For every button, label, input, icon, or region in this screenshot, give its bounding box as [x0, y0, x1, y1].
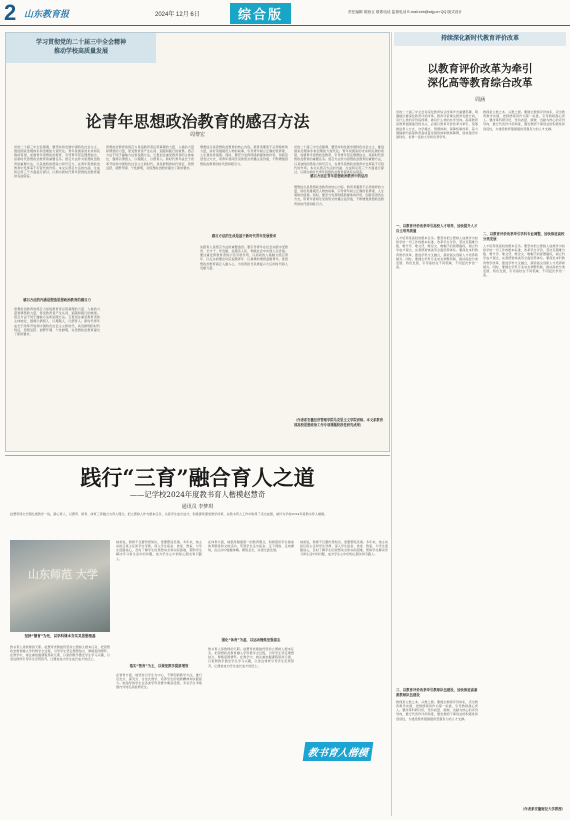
article3-subhead-1: 一、以教育评价改革牵引高校人才培养，加快提升人才自主培养质量 — [396, 224, 478, 233]
column-tag: 持续深化新时代教育评价改革 — [394, 32, 566, 46]
series-line-1: 学习贯彻党的二十届三中全会精神 — [35, 39, 126, 46]
staff-line: 责任编辑 胡西玉 联系电话 监督电话 E-mail:zxb@sdjy.cn QQ 版式设计 — [348, 10, 463, 14]
article2-col-3b: 教书育人是教师的天职。赵慧奇老师始终坚持立德树人根本任务，把思想政治教育融入学科教学全过程，引导学生坚定理想信念、厚植爱国情怀。在教学中，她注重挖掘课程思政元素，以案例教学激发学生学习兴趣，以身边榜样引导学生见贤思齐，让课堂成为学生成长成才的沃土。 — [208, 647, 294, 668]
article1-col-2: 思想政治教育的感召力是指教育者运用真理的力量、人格的力量和情感的力量，使受教育者产生认同、追随和践行的效果。感召方法不同于灌输方法和说服方法，它更加注重受教育者的主体地位，强调以情感人、以理服人、以德育人。新时代青年成长于改革开放和中国特色社会主义新时代，具有鲜明的时代特征，思想活跃、视野开阔、个性鲜明，对思想政治教育提出了新的要求。 — [106, 145, 194, 170]
article2-subtitle: ——记学校2024年度教书育人楷模赵慧奇 — [129, 490, 266, 499]
issue-date: 2024年 12月 6日 — [155, 12, 200, 18]
article2-headline: 践行“三育”融合育人之道 — [80, 465, 315, 490]
article1-col-1: 党的二十届三中全会强调，要坚持和发展中国特色社会主义，推进国家治理体系和治理能力现代化。青年是国家的未来和民族的希望，加强青年思想政治教育，引导青年坚定理想信念，是新时代思想政治教育的重要任务。感召方法作为思想政治教育的重要方法，以其独特的感染力和号召力，在青年思想政治教育中发挥着不可替代的作用。本文从感召方法的内涵、生成和运用三个方面进行探讨，以期为新时代青年思想政治教育提供有益借鉴。 — [14, 145, 100, 179]
page-number: 2 — [4, 0, 17, 25]
article-thought-politics — [5, 32, 390, 452]
section-divider — [5, 455, 390, 456]
article2-subhead-2: 落实“智育”为主，以课堂教学提质增效 — [129, 664, 189, 668]
article2-byline: 通讯员 李梦琪 — [181, 504, 214, 510]
article1-col-3b: 实践育人是感召方法的重要途径。要引导青年在社会实践中受教育、长才干、作贡献，在服务人民、奉献社会中实现人生价值。要注重发挥教育者的示范引领作用，以高尚的人格魅力感召青年、以扎实的理论功底说服青年、以真挚的情感温暖青年，使思想政治教育真正入脑入心，为培养担当民族复兴大任的时代新人贡献力量。 — [200, 245, 288, 270]
article3-col-1a: 党的二十届三中全会对深化教育综合改革作出重要部署，明确提出要深化教育评价改革。教育评价事关教育发展方向，有什么样的评价指挥棒，就有什么样的办学导向。高等教育是教育强国建设的龙头，必须以教育评价改革为牵引，统筹推进育人方式、办学模式、管理体制、保障机制改革，着力破除制约高等教育高质量发展的体制机制障碍，加快建设中国特色、世界一流的大学和优势学科。 — [396, 110, 478, 139]
article-education-evaluation — [394, 32, 566, 816]
article3-headline-line-2: 深化高等教育综合改革 — [427, 77, 533, 89]
article1-subhead-3: 感召方法在青年思想政治教育中的运用 — [310, 174, 368, 178]
article3-subhead-3: 三、以教育评价改革牵引教师队伍建设，加快推进高素质教师队伍建设 — [396, 688, 478, 697]
article2-editor-note: 赵慧奇同志长期扎根教学一线，潜心育人，以德育、智育、体育三育融合为育人理念，把立德树人作为根本任务，关爱学生成长成才，积极探索课堂教学改革，在教书育人工作中取得了突出成绩，被评为学校2024年度教书育人楷模。 — [10, 512, 328, 516]
photo-caption: 坚持“德育”为先，以学科课本夯实其思想根基 — [24, 634, 96, 638]
masthead — [0, 0, 570, 26]
column-rule — [391, 32, 392, 816]
article3-col-1b: 人才培养是高校的根本任务。要坚持把立德树人成效作为检验学校一切工作的根本标准，改革学生评价，坚决克服唯分数、唯升学、唯文凭、唯论文、唯帽子的顽瘴痼疾，树立科学成才观念，完善德智体美劳全面培养体系。要深化本科教育教学改革，推进学科交叉融合，探索拔尖创新人才培养新模式。同时，要健全学科专业动态调整机制，推动高校分类发展、特色发展，引导高校在不同领域、不同层次争创一流。 — [396, 236, 478, 270]
article3-headline — [394, 62, 566, 90]
honor-badge-text: 教书育人楷模 — [303, 742, 374, 761]
article2-col-2a: 她常说，教师不仅要传授知识，更要塑造灵魂。多年来，她主动担任班主任和学生导师，深入学生宿舍、食堂、教室，与学生促膝谈心，及时了解学生的思想动态和实际困难，帮助学生解决学习和生活中的问题，成为学生心中的知心朋友和引路人。 — [116, 540, 202, 561]
photo-sign-text: 山东师范 大学 — [28, 568, 98, 581]
article2-col-1: 教书育人是教师的天职。赵慧奇老师始终坚持立德树人根本任务，把思想政治教育融入学科教学全过程，引导学生坚定理想信念、厚植爱国情怀。在教学中，她注重挖掘课程思政元素，以案例教学激发学生学习兴趣，以身边榜样引导学生见贤思齐，让课堂成为学生成长成才的沃土。 — [10, 645, 110, 662]
article1-headline: 论青年思想政治教育的感召方法 — [85, 112, 310, 131]
article2-col-2b: 在智育方面，她坚持以学生为中心，不断创新教学方法，推行启发式、探究式、讨论式教学，培养学生的创新精神和实践能力。她指导的学生在各类学科竞赛中屡获佳绩，多名学生考取国内外知名高校研究生。 — [116, 673, 202, 690]
paper-name: 山东教育报 — [24, 10, 70, 20]
teacher-photo — [10, 540, 110, 632]
article1-col-4b: 理想信念是思想政治教育的核心内容。教育者要善于运用榜样的力量，讲好英雄模范人物的故事，引导青年树立正确的世界观、人生观和价值观。同时，要充分发挥网络新媒体的作用，创新话语表达方式，用青年喜闻乐见的形式传播主流价值，不断增强思想政治教育的时代感和吸引力。 — [294, 185, 384, 206]
article3-col-2b: 人才培养是高校的根本任务。要坚持把立德树人成效作为检验学校一切工作的根本标准，改革学生评价，坚决克服唯分数、唯升学、唯文凭、唯论文、唯帽子的顽瘴痼疾，树立科学成才观念，完善德智体美劳全面培养体系。要深化本科教育教学改革，推进学科交叉融合，探索拔尖创新人才培养新模式。同时，要健全学科专业动态调整机制，推动高校分类发展、特色发展，引导高校在不同领域、不同层次争创一流。 — [483, 244, 565, 278]
article3-subhead-2: 二、以教育评价改革牵引学科专业调整，加快推进高校分类发展 — [483, 232, 565, 241]
article1-byline: 周黎宏 — [189, 132, 205, 138]
honor-badge — [300, 722, 388, 777]
article2-col-3a: 在体育方面，她倡导健康第一的教育理念，积极组织学生参加体育锻炼和文体活动，带领学生走出宿舍、走下网络、走向操场，在运动中强健体魄、锤炼意志，实现全面发展。 — [208, 540, 294, 553]
article1-col-4a: 党的二十届三中全会强调，要坚持和发展中国特色社会主义，推进国家治理体系和治理能力现代化。青年是国家的未来和民族的希望，加强青年思想政治教育，引导青年坚定理想信念，是新时代思想政治教育的重要任务。感召方法作为思想政治教育的重要方法，以其独特的感染力和号召力，在青年思想政治教育中发挥着不可替代的作用。本文从感召方法的内涵、生成和运用三个方面进行探讨，以期为新时代青年思想政治教育提供有益借鉴。 — [294, 145, 384, 174]
article3-byline: 周涵 — [474, 97, 485, 103]
article1-footnote: （作者系安徽经济管理学院马克思主义学院讲师。本文系教育部高校思想政治工作专项课题阶段性研究成果） — [294, 418, 384, 427]
series-banner — [6, 33, 156, 63]
article3-footnote: （作者系安徽财经大学教授） — [520, 807, 565, 811]
article1-col-3a: 理想信念是思想政治教育的核心内容。教育者要善于运用榜样的力量，讲好英雄模范人物的故事，引导青年树立正确的世界观、人生观和价值观。同时，要充分发挥网络新媒体的作用，创新话语表达方式，用青年喜闻乐见的形式传播主流价值，不断增强思想政治教育的时代感和吸引力。 — [200, 145, 288, 166]
article2-subhead-3: 强化“体育”为基，以运动锤炼坚强意志 — [221, 638, 281, 642]
article3-headline-line-1: 以教育评价改革为牵引 — [427, 63, 533, 75]
article1-subhead-1: 感召方法的内涵是塑造思想政治教育的感召力 — [23, 298, 91, 302]
article1-col-1b: 思想政治教育的感召力是指教育者运用真理的力量、人格的力量和情感的力量，使受教育者产生认同、追随和践行的效果。感召方法不同于灌输方法和说服方法，它更加注重受教育者的主体地位，强调以情感人、以理服人、以德育人。新时代青年成长于改革开放和中国特色社会主义新时代，具有鲜明的时代特征，思想活跃、视野开阔、个性鲜明，对思想政治教育提出了新的要求。 — [14, 307, 100, 336]
section-name: 综合版 — [230, 3, 291, 24]
series-line-2: 推动学校高质量发展 — [53, 48, 108, 55]
article1-subhead-2: 感召方法的生成是基于新时代青年发展要求 — [211, 234, 277, 238]
article3-col-2a: 教师是立教之本、兴教之源。要健全教师评价体系，突出教育教学实绩，把师德师风作为第一标准，引导教师潜心育人。要改革科研评价，坚持质量、绩效、贡献为核心的评价导向，推行代表作评价制度，激发教师干事创业的积极性和创造性，为建设教育强国提供坚强有力的人才支撑。 — [483, 110, 565, 131]
article2-col-4: 她常说，教师不仅要传授知识，更要塑造灵魂。多年来，她主动担任班主任和学生导师，深入学生宿舍、食堂、教室，与学生促膝谈心，及时了解学生的思想动态和实际困难，帮助学生解决学习和生活中的问题，成为学生心中的知心朋友和引路人。 — [300, 540, 388, 557]
article3-col-1c: 教师是立教之本、兴教之源。要健全教师评价体系，突出教育教学实绩，把师德师风作为第一标准，引导教师潜心育人。要改革科研评价，坚持质量、绩效、贡献为核心的评价导向，推行代表作评价制度，激发教师干事创业的积极性和创造性，为建设教育强国提供坚强有力的人才支撑。 — [396, 700, 478, 721]
